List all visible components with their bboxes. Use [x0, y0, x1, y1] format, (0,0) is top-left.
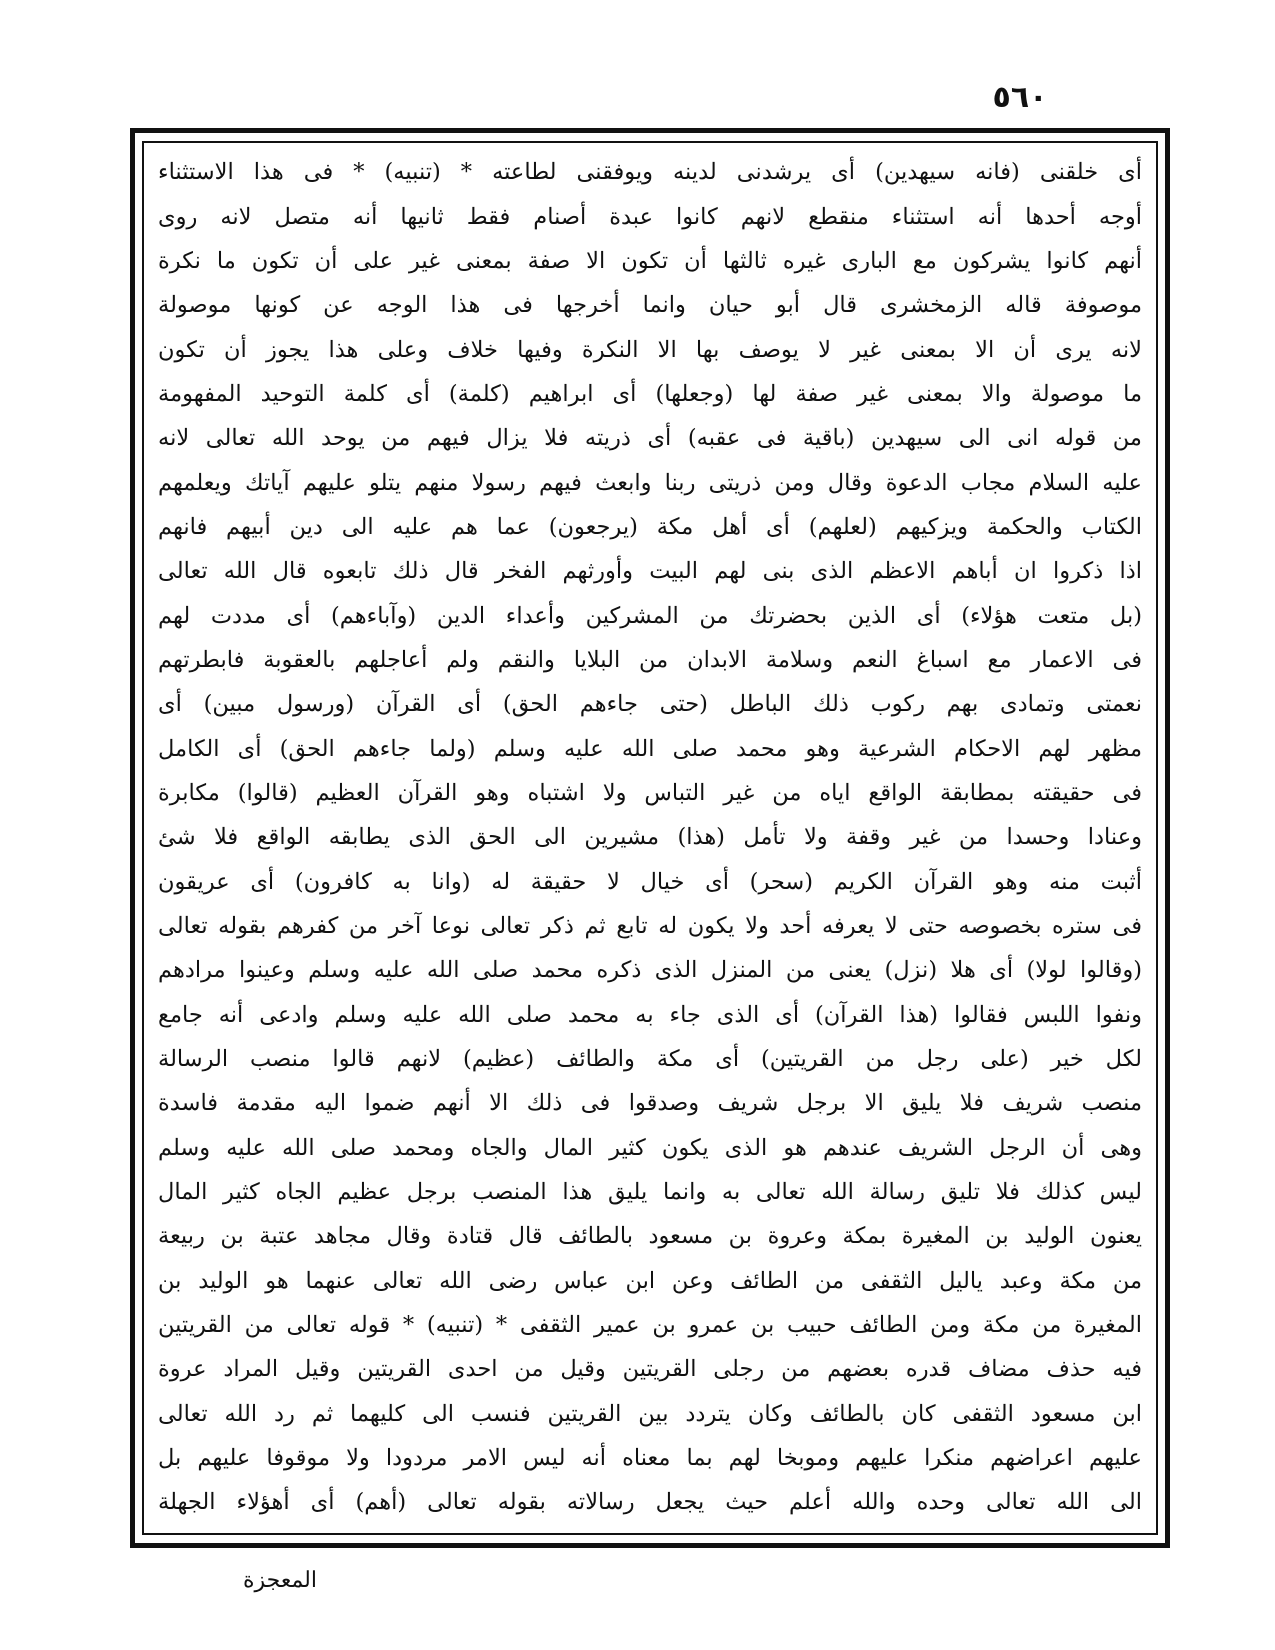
text-line-content: وعنادا وحسدا من غير وقفة ولا تأمل (هذا) مشيرين الى الحق الذى يطابقه الواقع فلا شئ [158, 824, 1142, 851]
text-line-content: فى ستره بخصوصه حتى لا يعرفه أحد ولا يكون له تابع ثم ذكر تعالى نوعا آخر من كفرهم بقوله تعالى [158, 912, 1142, 939]
text-line [158, 1038, 1142, 1082]
text-line-content: ونفوا اللبس فقالوا (هذا القرآن) أى الذى جاء به محمد صلى الله عليه وسلم وادعى أنه جامع [158, 1001, 1142, 1028]
text-line [158, 461, 1142, 505]
text-line-content: من مكة وعبد ياليل الثقفى من الطائف وعن ابن عباس رضى الله تعالى عنهما هو الوليد بن [158, 1267, 1142, 1294]
text-line [158, 1481, 1142, 1525]
text-line-content: (بل متعت هؤلاء) أى الذين بحضرتك من المشركين وأعداء الدين (وآباءهم) أى مددت لهم [158, 602, 1142, 629]
text-line [158, 772, 1142, 816]
text-line-content: من قوله انى الى سيهدين (باقية فى عقبه) أى ذريته فلا يزال فيهم من يوحد الله تعالى لانه [158, 425, 1142, 452]
text-line-content: أنهم كانوا يشركون مع البارى غيره ثالثها أن تكون الا صفة بمعنى غير على أن تكون ما نكرة [158, 248, 1142, 274]
text-line-content: (وقالوا لولا) أى هلا (نزل) يعنى من المنزل الذى ذكره محمد صلى الله عليه وسلم وعينوا مرادهم [158, 957, 1142, 984]
text-line [158, 1215, 1142, 1259]
text-line [158, 151, 1142, 195]
text-line-content: لانه يرى أن الا بمعنى غير لا يوصف بها الا النكرة وفيها خلاف وعلى هذا يجوز أن تكون [158, 336, 1142, 363]
text-line [158, 550, 1142, 594]
text-line [158, 328, 1142, 372]
text-line-content: اذا ذكروا ان أباهم الاعظم الذى بنى لهم البيت وأورثهم الفخر قال ذلك تابعوه قال الله تعالى [158, 558, 1142, 585]
text-line-content: وهى أن الرجل الشريف عندهم هو الذى يكون كثير المال والجاه ومحمد صلى الله عليه وسلم [158, 1134, 1142, 1161]
page-frame-inner [142, 141, 1158, 1535]
text-line-content: نعمتى وتمادى بهم ركوب ذلك الباطل (حتى جاءهم الحق) أى القرآن (ورسول مبين) أى [158, 691, 1142, 718]
text-line-content: أوجه أحدها أنه استثناء منقطع لانهم كانوا عبدة أصنام فقط ثانيها أنه متصل لانه روى [158, 203, 1142, 230]
text-line [158, 1392, 1142, 1436]
text-line-content: ما موصولة والا بمعنى غير صفة لها (وجعلها) أى ابراهيم (كلمة) أى كلمة التوحيد المفهومة [158, 380, 1142, 407]
text-line [158, 860, 1142, 904]
text-line [158, 1437, 1142, 1481]
text-line [158, 284, 1142, 328]
text-line [158, 195, 1142, 239]
body-text [158, 151, 1142, 1525]
text-line [158, 1259, 1142, 1303]
text-line-content: فيه حذف مضاف قدره بعضهم من رجلى القريتين وقيل من احدى القريتين وقيل المراد عروة [158, 1356, 1142, 1383]
text-line [158, 639, 1142, 683]
catchword: المعجزة [242, 1568, 317, 1593]
text-line [158, 506, 1142, 550]
text-line [158, 1304, 1142, 1348]
text-line-content: فى حقيقته بمطابقة الواقع اياه من غير التباس ولا اشتباه وهو القرآن العظيم (قالوا) مكابرة [158, 779, 1142, 806]
text-line [158, 373, 1142, 417]
page-number: ٥٦٠ [992, 80, 1048, 115]
text-line [158, 1082, 1142, 1126]
text-line-content: الكتاب والحكمة ويزكيهم (لعلهم) أى أهل مكة (يرجعون) عما هم عليه الى دين أبيهم فانهم [158, 513, 1142, 540]
text-line-content: موصوفة قاله الزمخشرى قال أبو حيان وانما أخرجها فى هذا الوجه عن كونها موصولة [158, 292, 1142, 319]
text-line-content: يعنون الوليد بن المغيرة بمكة وعروة بن مسعود بالطائف قال قتادة وقال مجاهد عتبة بن ربيعة [158, 1223, 1142, 1250]
text-line-content: مظهر لهم الاحكام الشرعية وهو محمد صلى الله عليه وسلم (ولما جاءهم الحق) أى الكامل [158, 735, 1142, 762]
text-line [158, 417, 1142, 461]
text-line [158, 1126, 1142, 1170]
text-line-content: لكل خير (على رجل من القريتين) أى مكة والطائف (عظيم) لانهم قالوا منصب الرسالة [158, 1045, 1142, 1072]
text-line [158, 594, 1142, 638]
text-line [158, 240, 1142, 284]
text-line [158, 683, 1142, 727]
text-line-content: الى الله تعالى وحده والله أعلم حيث يجعل رسالاته بقوله تعالى (أهم) أى أهؤلاء الجهلة [158, 1489, 1142, 1516]
text-line [158, 905, 1142, 949]
text-line-content: منصب شريف فلا يليق الا برجل شريف وصدقوا فى ذلك الا أنهم ضموا اليه مقدمة فاسدة [158, 1090, 1142, 1117]
text-line-content: عليهم اعراضهم منكرا عليهم وموبخا لهم بما معناه أنه ليس الامر مردودا ولا موقوفا عليهم بل [158, 1444, 1142, 1471]
text-line-content: عليه السلام مجاب الدعوة وقال ومن ذريتى ربنا وابعث فيهم رسولا منهم يتلو عليهم آياتك ويعلمهم [158, 469, 1142, 496]
text-line [158, 1348, 1142, 1392]
text-line-content: ليس كذلك فلا تليق رسالة الله تعالى به وانما يليق هذا المنصب برجل عظيم الجاه كثير المال [158, 1178, 1142, 1205]
text-line [158, 993, 1142, 1037]
text-line [158, 1171, 1142, 1215]
text-line-content: فى الاعمار مع اسباغ النعم وسلامة الابدان من البلايا والنقم ولم أعاجلهم بالعقوبة فابطرتهم [158, 646, 1142, 673]
text-line-content: أى خلقنى (فانه سيهدين) أى يرشدنى لدينه ويوفقنى لطاعته * (تنبيه) * فى هذا الاستثناء [158, 159, 1142, 186]
text-line [158, 816, 1142, 860]
text-line [158, 949, 1142, 993]
text-line-content: أثبت منه وهو القرآن الكريم (سحر) أى خيال لا حقيقة له (وانا به كافرون) أى عريقون [158, 868, 1142, 895]
text-line-content: ابن مسعود الثقفى كان بالطائف وكان يتردد بين القريتين فنسب الى كليهما ثم رد الله تعالى [158, 1400, 1142, 1427]
text-line-content: المغيرة من مكة ومن الطائف حبيب بن عمرو بن عمير الثقفى * (تنبيه) * قوله تعالى من القريتين [158, 1311, 1142, 1338]
text-line [158, 727, 1142, 771]
